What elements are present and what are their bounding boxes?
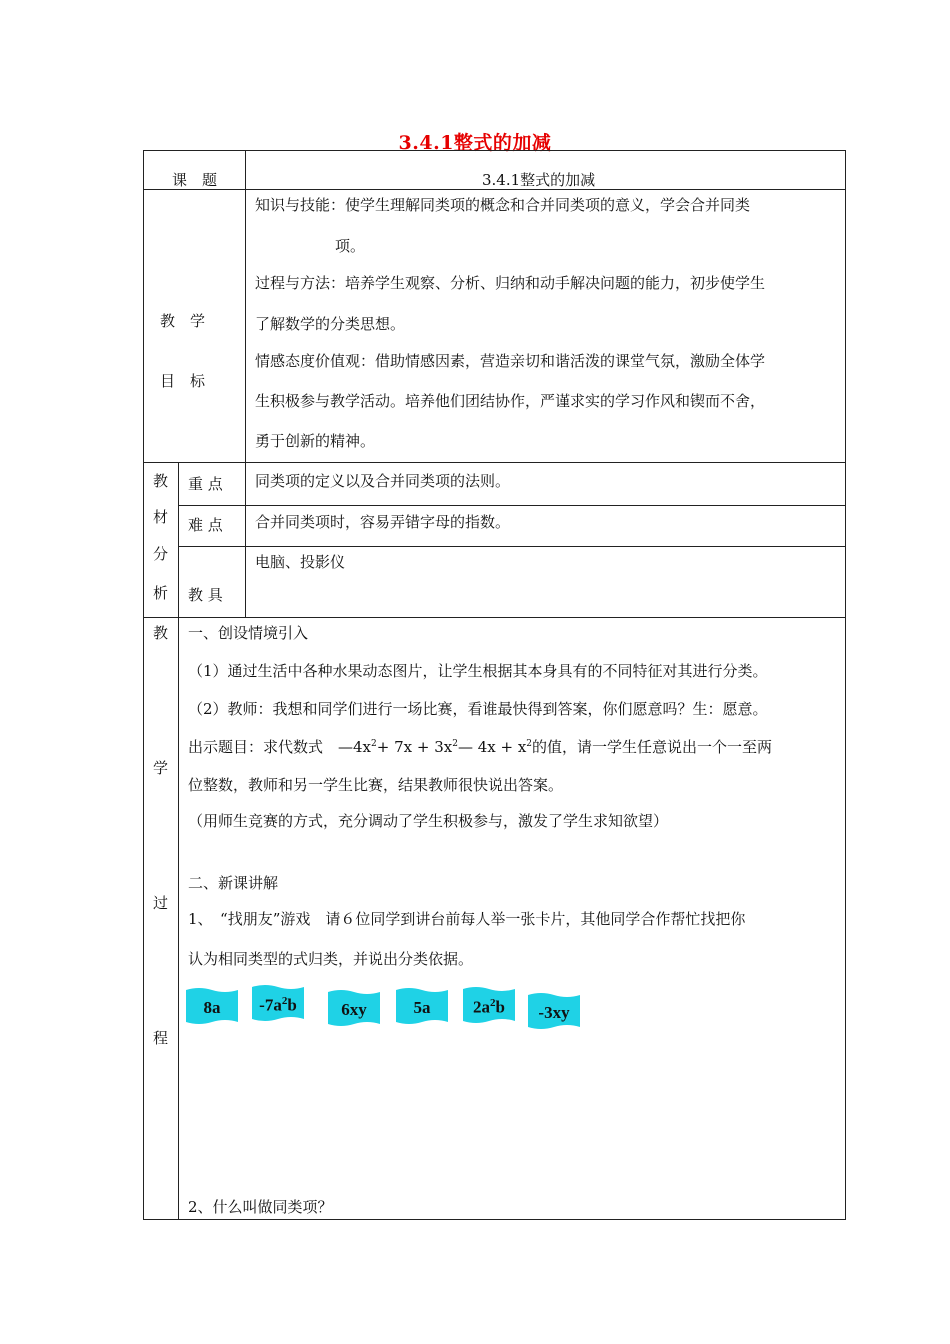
tools-label: 教 具 — [188, 586, 223, 604]
objective-line: 项。 — [335, 237, 366, 255]
term-card — [463, 987, 515, 1025]
difficulty-label: 难 点 — [188, 516, 223, 534]
section-heading: 一、创设情境引入 — [188, 624, 309, 642]
process-line: 认为相同类型的式归类，并说出分类依据。 — [188, 950, 474, 968]
process-side-char: 教 — [153, 624, 169, 642]
tools-value: 电脑、投影仪 — [255, 553, 346, 571]
objective-line: 生积极参与教学活动。培养他们团结协作，严谨求实的学习作风和锲而不舍， — [255, 392, 766, 410]
objective-line: 知识与技能：使学生理解同类项的概念和合并同类项的意义，学会合并同类 — [255, 196, 751, 214]
term-card — [328, 990, 380, 1028]
objectives-label-2: 目 标 — [160, 372, 206, 390]
process-question: 2、什么叫做同类项？ — [188, 1198, 333, 1216]
term-card — [186, 988, 238, 1026]
process-side-char: 学 — [153, 759, 169, 777]
term-card-text: $-7a^2b$ — [259, 995, 297, 1015]
process-line: （用师生竞赛的方式，充分调动了学生积极参与，激发了学生求知欲望） — [188, 812, 669, 830]
objective-line: 了解数学的分类思想。 — [255, 315, 406, 333]
process-side-char: 过 — [153, 894, 169, 912]
term-card-text: $2a^2b$ — [473, 997, 505, 1017]
term-card-text: 5a — [413, 998, 431, 1017]
process-line: 1、 “找朋友”游戏 请６位同学到讲台前每人举一张卡片，其他同学合作帮忙找把你 — [188, 910, 746, 928]
process-line: 位整数，教师和另一学生比赛，结果教师很快说出答案。 — [188, 776, 564, 794]
objective-line: 勇于创新的精神。 — [255, 432, 376, 450]
process-side-char: 程 — [153, 1029, 169, 1047]
analysis-side-char: 分 — [153, 545, 169, 563]
term-card — [252, 985, 304, 1023]
topic-value: 3.4.1整式的加减 — [482, 171, 596, 189]
analysis-side-char: 析 — [153, 584, 169, 602]
objective-line: 情感态度价值观：借助情感因素，营造亲切和谐活泼的课堂气氛，激励全体学 — [255, 352, 766, 370]
objectives-label-1: 教 学 — [160, 312, 206, 330]
section-heading: 二、新课讲解 — [188, 874, 279, 892]
expression-line: 出示题目：求代数式 $—4x^2+ 7x$ + $3x^2—$ $4x + x^2$的值，请一学生任意说出一个一至两 — [188, 738, 773, 756]
key-point-value: 同类项的定义以及合并同类项的法则。 — [255, 472, 511, 490]
difficulty-value: 合并同类项时，容易弄错字母的指数。 — [255, 513, 511, 531]
key-point-label: 重 点 — [188, 475, 223, 493]
process-line: （2）教师：我想和同学们进行一场比赛，看谁最快得到答案，你们愿意吗？生：愿意。 — [188, 700, 768, 718]
term-card-text: -3xy — [538, 1003, 570, 1022]
analysis-side-char: 材 — [153, 508, 169, 526]
term-card-text: 6xy — [341, 1000, 367, 1019]
analysis-side-char: 教 — [153, 472, 169, 490]
page-title: 3.4.1整式的加减 — [398, 132, 552, 154]
objective-line: 过程与方法：培养学生观察、分析、归纳和动手解决问题的能力，初步使学生 — [255, 274, 766, 292]
term-card-text: 8a — [203, 998, 221, 1017]
term-card — [396, 988, 448, 1026]
topic-label: 课 题 — [172, 171, 218, 189]
process-line: （1）通过生活中各种水果动态图片，让学生根据其本身具有的不同特征对其进行分类。 — [188, 662, 768, 680]
term-card — [528, 993, 580, 1031]
